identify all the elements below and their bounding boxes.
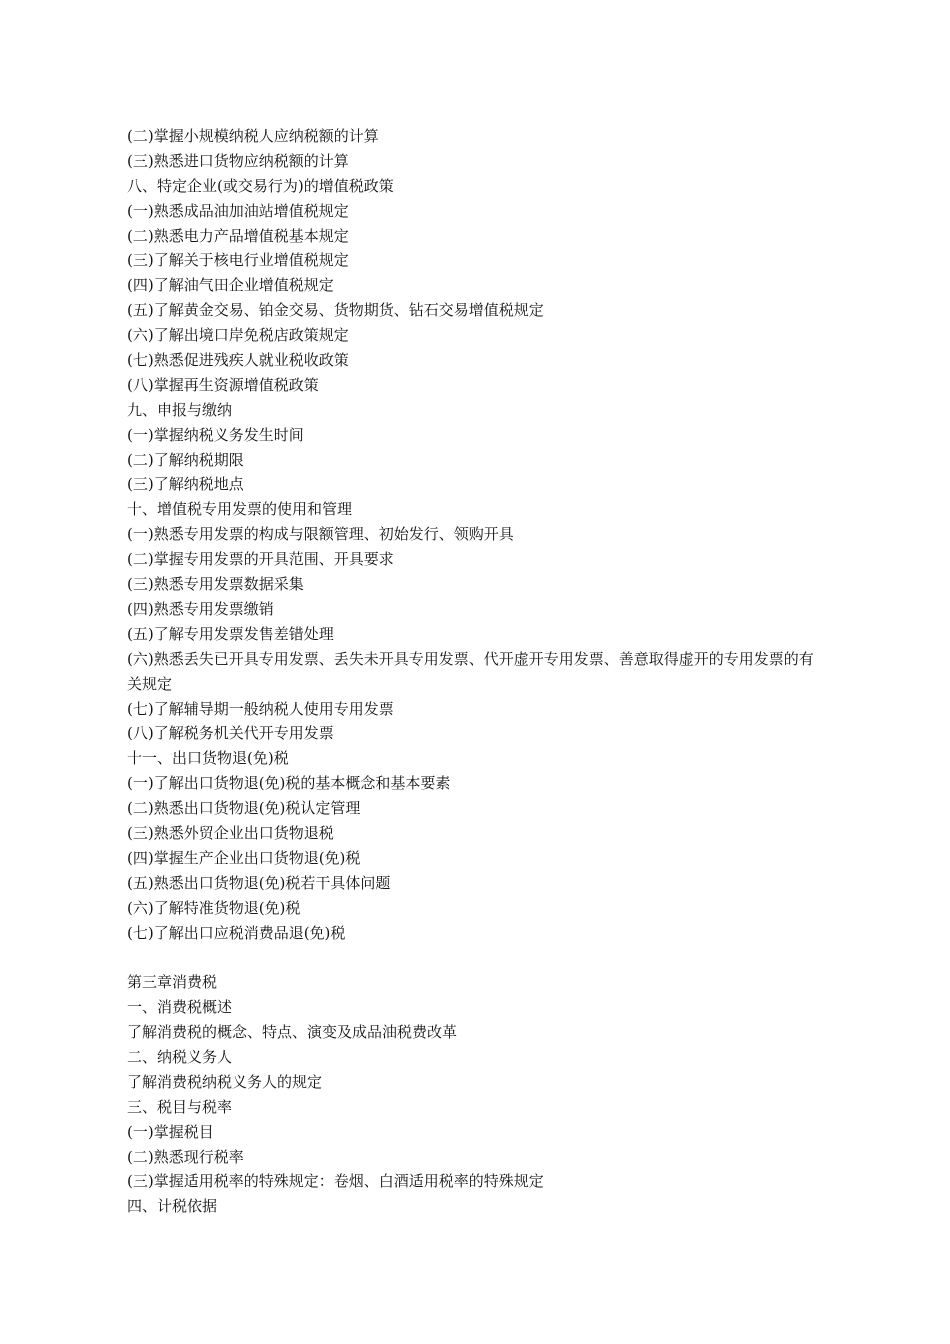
document-page [127,124,827,1219]
text-line: (七)了解辅导期一般纳税人使用专用发票 [127,699,394,718]
text-line: (三)熟悉进口货物应纳税额的计算 [127,151,349,170]
text-line: (三)了解关于核电行业增值税规定 [127,251,349,270]
text-line: (六)了解特准货物退(免)税 [127,898,301,917]
text-line: (二)掌握专用发票的开具范围、开具要求 [127,550,394,569]
text-line: (二)熟悉现行税率 [127,1147,244,1166]
text-line: (七)熟悉促进残疾人就业税收政策 [127,351,349,370]
text-line: 了解消费税纳税义务人的规定 [127,1072,323,1091]
chapter-title: 第三章消费税 [127,973,218,992]
text-line: (二)了解纳税期限 [127,450,244,469]
section-heading: 八、特定企业(或交易行为)的增值税政策 [127,176,394,195]
text-line: (一)熟悉成品油加油站增值税规定 [127,201,349,220]
section-heading: 一、消费税概述 [127,998,233,1017]
text-line: (一)掌握税目 [127,1122,214,1141]
text-line: (一)熟悉专用发票的构成与限额管理、初始发行、领购开具 [127,525,514,544]
text-line: (二)熟悉出口货物退(免)税认定管理 [127,799,361,818]
text-line: 了解消费税的概念、特点、演变及成品油税费改革 [127,1023,458,1042]
section-heading: 十一、出口货物退(免)税 [127,749,289,768]
text-line: (五)了解黄金交易、铂金交易、货物期货、钻石交易增值税规定 [127,301,544,320]
section-vat-continued [127,124,827,945]
blank-line [127,945,827,970]
text-line: (五)了解专用发票发售差错处理 [127,624,334,643]
text-line: (三)熟悉外贸企业出口货物退税 [127,823,334,842]
text-line: (二)熟悉电力产品增值税基本规定 [127,226,349,245]
text-line: (一)掌握纳税义务发生时间 [127,425,304,444]
section-heading: 四、计税依据 [127,1197,218,1216]
text-line: (三)了解纳税地点 [127,475,244,494]
text-line: (一)了解出口货物退(免)税的基本概念和基本要素 [127,774,451,793]
section-heading: 二、纳税义务人 [127,1047,233,1066]
text-line: (三)掌握适用税率的特殊规定：卷烟、白酒适用税率的特殊规定 [127,1172,544,1191]
section-heading: 三、税目与税率 [127,1097,233,1116]
text-line: (二)掌握小规模纳税人应纳税额的计算 [127,127,379,145]
text-line: (七)了解出口应税消费品退(免)税 [127,923,346,942]
text-line: (八)了解税务机关代开专用发票 [127,724,334,743]
text-line: (四)熟悉专用发票缴销 [127,599,274,618]
text-line: (八)掌握再生资源增值税政策 [127,375,319,394]
text-line: (五)熟悉出口货物退(免)税若干具体问题 [127,873,391,892]
section-heading: 十、增值税专用发票的使用和管理 [127,500,353,519]
section-heading: 九、申报与缴纳 [127,400,233,419]
text-line: (四)掌握生产企业出口货物退(免)税 [127,848,361,867]
text-line: (四)了解油气田企业增值税规定 [127,276,334,295]
text-line-wrapped: (六)熟悉丢失已开具专用发票、丢失未开具专用发票、代开虚开专用发票、善意取得虚开的专用发票的有关规定 [127,649,814,693]
section-consumption-tax [127,970,827,1219]
text-line: (三)熟悉专用发票数据采集 [127,575,304,594]
text-line: (六)了解出境口岸免税店政策规定 [127,326,349,345]
